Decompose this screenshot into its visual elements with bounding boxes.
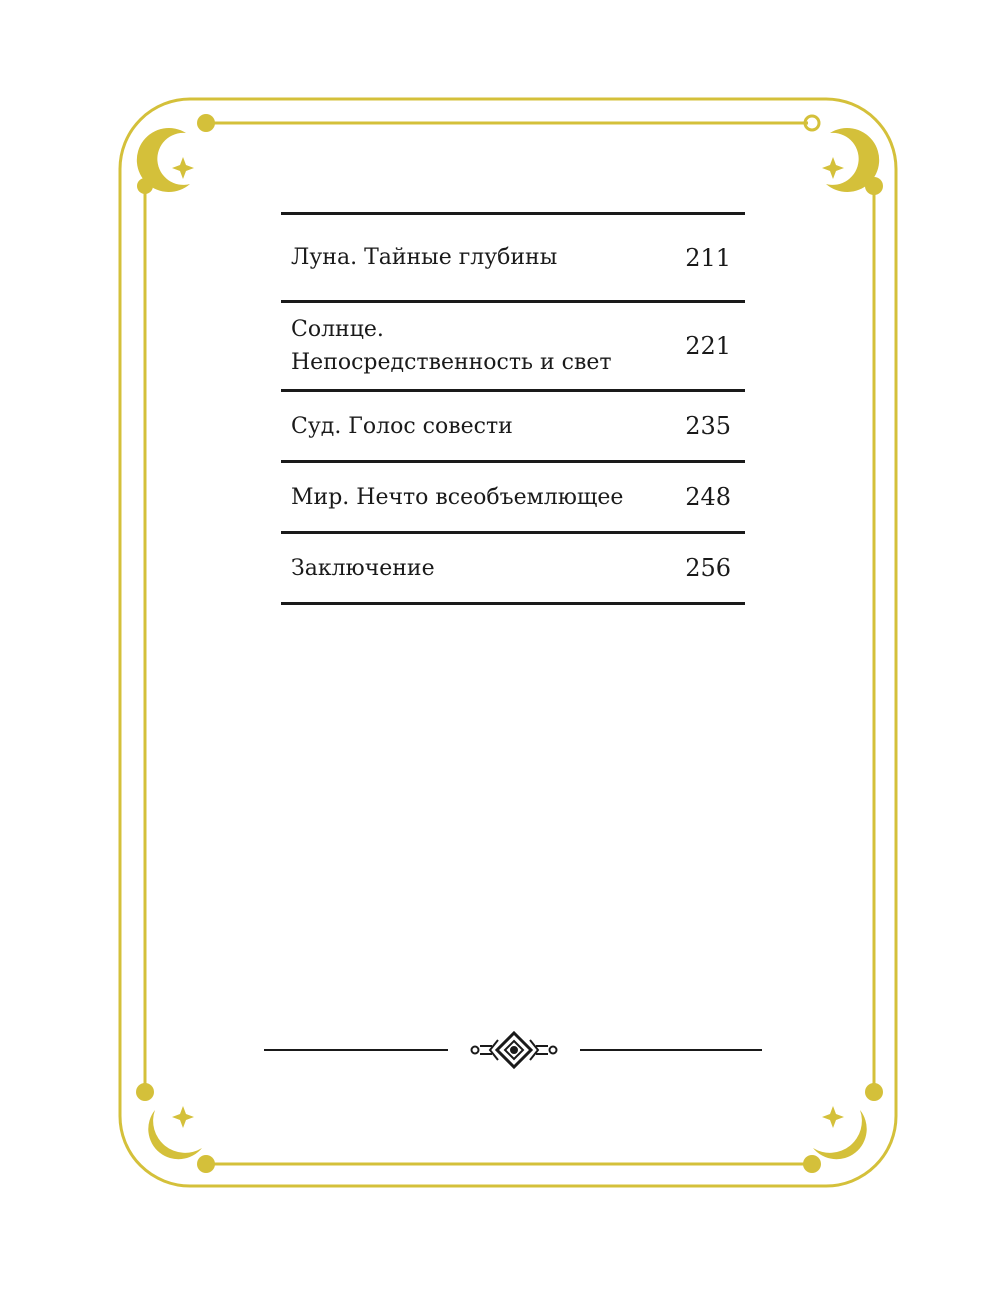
toc-entry[interactable] [281, 392, 745, 463]
frame-dot [136, 1083, 154, 1101]
toc-entry-title: Солнце. Непосредственность и свет [291, 317, 612, 375]
sparkle-star-icon [822, 157, 844, 179]
toc-entry-page: 248 [685, 483, 731, 511]
divider-ornament-icon [472, 1033, 557, 1067]
sparkle-star-icon [172, 157, 194, 179]
frame-dot [865, 1083, 883, 1101]
toc-entry-page: 211 [685, 243, 731, 272]
frame-dot [803, 1155, 821, 1173]
toc-entry[interactable] [281, 463, 745, 534]
toc-entry-title: Луна. Тайные глубины [291, 245, 558, 270]
toc-entry[interactable] [281, 303, 745, 392]
toc-entry[interactable] [281, 534, 745, 605]
toc-entry[interactable] [281, 215, 745, 303]
frame-dot [197, 114, 215, 132]
toc-entry-page: 256 [685, 554, 731, 582]
toc-entry-page: 235 [685, 412, 731, 440]
toc-entry-title: Заключение [291, 555, 435, 581]
toc-entry-page: 221 [685, 332, 731, 360]
table-of-contents [281, 212, 745, 605]
sparkle-star-icon [822, 1106, 844, 1128]
sparkle-star-icon [172, 1106, 194, 1128]
ornamental-divider [264, 1030, 762, 1070]
toc-entry-title: Суд. Голос совести [291, 413, 513, 439]
frame-dot [197, 1155, 215, 1173]
toc-entry-title: Мир. Нечто всеобъемлющее [291, 484, 624, 510]
